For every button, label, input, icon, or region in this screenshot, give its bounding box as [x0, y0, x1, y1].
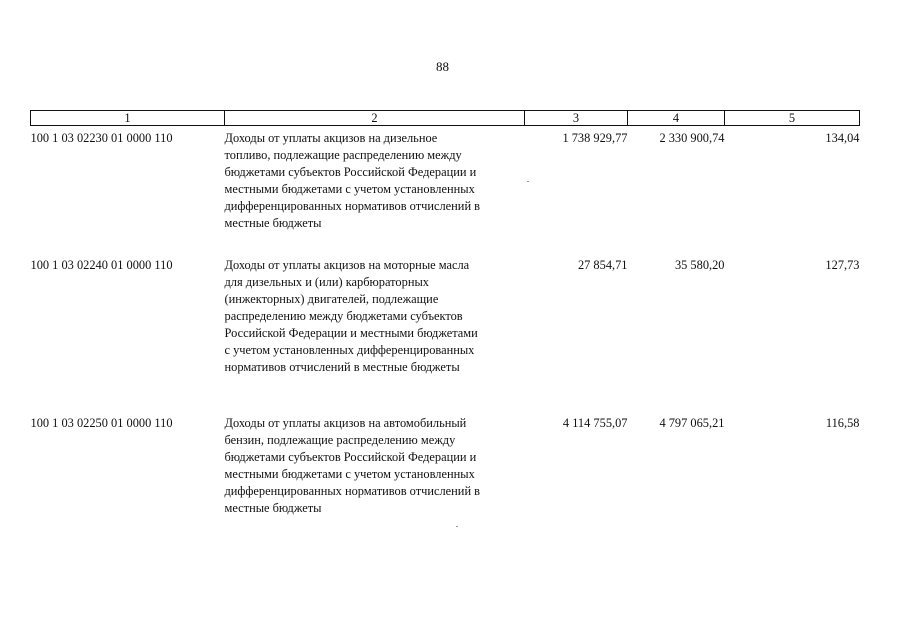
description-line: распределению между бюджетами субъектов	[224, 308, 463, 323]
value-col5: 134,04	[825, 131, 860, 145]
description-line: с учетом установленных дифференцированных	[224, 342, 475, 357]
description-line: местные бюджеты	[224, 216, 322, 230]
description-line: местными бюджетами с учетом установленных	[224, 182, 475, 196]
table-row	[31, 415, 860, 525]
revenue-code: 100 1 03 02230 01 0000 110	[30, 131, 173, 145]
description-line: топливо, подлежащие распределению между	[224, 148, 462, 162]
revenue-description	[225, 257, 525, 415]
description-line: местными бюджетами с учетом установленных	[224, 466, 475, 481]
column-header-2: 2	[225, 111, 525, 126]
description-line: местные бюджеты	[224, 500, 322, 515]
description-line: Доходы от уплаты акцизов на дизельное	[224, 131, 438, 145]
description-line: (инжекторных) двигателей, подлежащие	[224, 291, 439, 306]
value-col5: 127,73	[825, 257, 860, 272]
value-col5: 116,58	[825, 415, 860, 430]
description-line: бюджетами субъектов Российской Федерации и	[224, 449, 477, 464]
description-line: бюджетами субъектов Российской Федерации и	[224, 165, 477, 179]
description-line: нормативов отчислений в местные бюджеты	[224, 359, 460, 374]
table-row	[31, 126, 860, 257]
scan-artifact	[456, 526, 458, 527]
description-line: Российской Федерации и местными бюджетами	[224, 325, 478, 340]
value-col3: 1 738 929,77	[562, 131, 628, 145]
revenue-code: 100 1 03 02240 01 0000 110	[30, 257, 173, 272]
description-line: бензин, подлежащие распределению между	[224, 432, 456, 447]
column-header-5: 5	[725, 111, 860, 126]
column-header-4: 4	[628, 111, 725, 126]
value-col4: 4 797 065,21	[659, 415, 725, 430]
description-line: для дизельных и (или) карбюраторных	[224, 274, 429, 289]
value-col4: 2 330 900,74	[659, 131, 725, 145]
description-line: дифференцированных нормативов отчислений в	[224, 483, 481, 498]
table-row	[31, 257, 860, 415]
column-header-3: 3	[525, 111, 628, 126]
description-line: дифференцированных нормативов отчислений в	[224, 199, 481, 213]
header-row	[31, 111, 860, 126]
scan-artifact	[527, 181, 529, 182]
budget-table	[30, 110, 860, 525]
description-line: Доходы от уплаты акцизов на автомобильный	[224, 415, 467, 430]
value-col3: 4 114 755,07	[562, 415, 628, 430]
value-col3: 27 854,71	[577, 257, 628, 272]
revenue-code: 100 1 03 02250 01 0000 110	[30, 415, 173, 430]
value-col4: 35 580,20	[674, 257, 725, 272]
column-header-1: 1	[31, 111, 225, 126]
page-number: 88	[436, 59, 449, 74]
revenue-description	[225, 126, 525, 257]
revenue-description	[225, 415, 525, 525]
description-line: Доходы от уплаты акцизов на моторные масла	[224, 257, 470, 272]
